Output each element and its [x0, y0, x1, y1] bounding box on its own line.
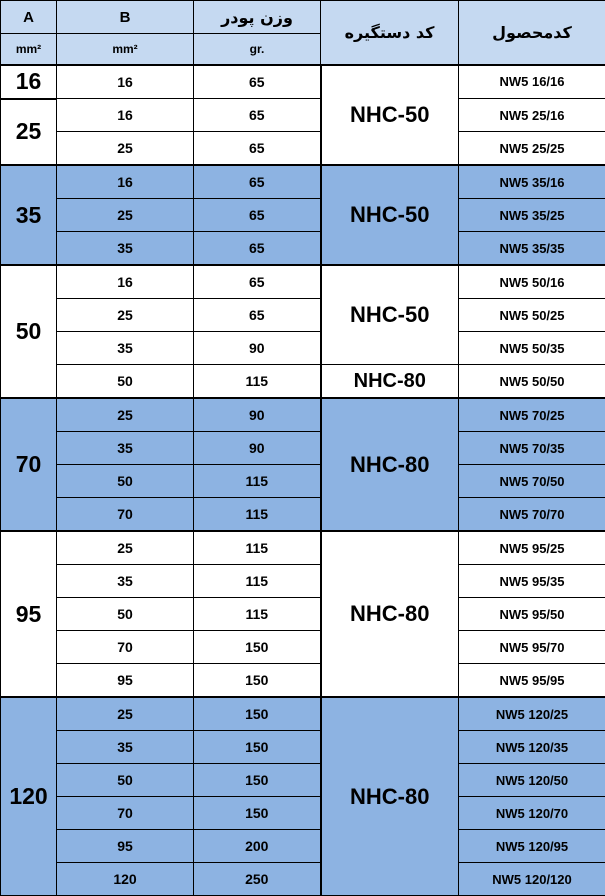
product-code-cell: NW5 95/25 — [459, 531, 605, 565]
weight-cell: 65 — [194, 265, 321, 299]
product-code-cell: NW5 50/50 — [459, 365, 605, 399]
b-cell: 25 — [57, 132, 194, 166]
weight-cell: 65 — [194, 199, 321, 232]
b-cell: 120 — [57, 863, 194, 896]
b-cell: 25 — [57, 199, 194, 232]
weight-cell: 90 — [194, 432, 321, 465]
b-cell: 35 — [57, 432, 194, 465]
header-product-code: کدمحصول — [459, 1, 605, 65]
header-powder-weight: وزن پودر — [194, 1, 321, 34]
b-cell: 16 — [57, 265, 194, 299]
weight-cell: 115 — [194, 465, 321, 498]
b-cell: 50 — [57, 598, 194, 631]
weight-cell: 65 — [194, 65, 321, 99]
handle-code-cell: NHC-80 — [321, 531, 459, 697]
product-code-cell: NW5 95/50 — [459, 598, 605, 631]
b-cell: 25 — [57, 398, 194, 432]
product-code-cell: NW5 120/120 — [459, 863, 605, 896]
weight-cell: 150 — [194, 797, 321, 830]
weight-cell: 150 — [194, 764, 321, 797]
a-value-cell: 50 — [1, 265, 57, 398]
weight-cell: 200 — [194, 830, 321, 863]
product-code-cell: NW5 120/25 — [459, 697, 605, 731]
product-code-cell: NW5 50/16 — [459, 265, 605, 299]
weight-cell: 65 — [194, 99, 321, 132]
weight-cell: 90 — [194, 398, 321, 432]
b-cell: 70 — [57, 797, 194, 830]
handle-code-cell: NHC-80 — [321, 697, 459, 896]
weight-cell: 150 — [194, 697, 321, 731]
product-code-cell: NW5 25/25 — [459, 132, 605, 166]
weight-cell: 150 — [194, 664, 321, 698]
product-code-cell: NW5 35/35 — [459, 232, 605, 266]
weight-cell: 115 — [194, 598, 321, 631]
a-value-cell: 70 — [1, 398, 57, 531]
weight-cell: 65 — [194, 165, 321, 199]
b-cell: 35 — [57, 731, 194, 764]
handle-code-cell: NHC-80 — [321, 365, 459, 399]
b-cell: 70 — [57, 631, 194, 664]
product-code-cell: NW5 50/35 — [459, 332, 605, 365]
product-code-cell: NW5 70/25 — [459, 398, 605, 432]
a-value-cell: 25 — [1, 99, 57, 166]
b-cell: 35 — [57, 232, 194, 266]
b-cell: 25 — [57, 299, 194, 332]
b-cell: 25 — [57, 697, 194, 731]
product-code-cell: NW5 120/70 — [459, 797, 605, 830]
product-code-cell: NW5 120/35 — [459, 731, 605, 764]
product-code-cell: NW5 95/70 — [459, 631, 605, 664]
weight-cell: 65 — [194, 232, 321, 266]
weight-cell: 150 — [194, 631, 321, 664]
b-cell: 16 — [57, 99, 194, 132]
weight-cell: 115 — [194, 531, 321, 565]
product-code-cell: NW5 16/16 — [459, 65, 605, 99]
product-code-cell: NW5 35/16 — [459, 165, 605, 199]
header-b: B — [57, 1, 194, 34]
handle-code-cell: NHC-50 — [321, 165, 459, 265]
a-value-cell: 16 — [1, 65, 57, 99]
product-code-cell: NW5 70/50 — [459, 465, 605, 498]
a-value-cell: 120 — [1, 697, 57, 896]
header-a-unit: mm² — [1, 34, 57, 65]
header-powder-unit: gr. — [194, 34, 321, 65]
weight-cell: 65 — [194, 299, 321, 332]
b-cell: 35 — [57, 332, 194, 365]
weight-cell: 115 — [194, 498, 321, 532]
product-code-cell: NW5 120/95 — [459, 830, 605, 863]
b-cell: 50 — [57, 465, 194, 498]
weight-cell: 115 — [194, 565, 321, 598]
product-code-cell: NW5 70/35 — [459, 432, 605, 465]
weight-cell: 90 — [194, 332, 321, 365]
a-value-cell: 95 — [1, 531, 57, 697]
b-cell: 95 — [57, 664, 194, 698]
header-handle-code: کد دستگیره — [321, 1, 459, 65]
weight-cell: 150 — [194, 731, 321, 764]
handle-code-cell: NHC-80 — [321, 398, 459, 531]
b-cell: 25 — [57, 531, 194, 565]
product-code-cell: NW5 25/16 — [459, 99, 605, 132]
product-code-cell: NW5 70/70 — [459, 498, 605, 532]
b-cell: 35 — [57, 565, 194, 598]
b-cell: 95 — [57, 830, 194, 863]
b-cell: 70 — [57, 498, 194, 532]
header-a: A — [1, 1, 57, 34]
b-cell: 50 — [57, 365, 194, 399]
weight-cell: 65 — [194, 132, 321, 166]
handle-code-cell: NHC-50 — [321, 65, 459, 166]
b-cell: 16 — [57, 165, 194, 199]
product-code-cell: NW5 95/95 — [459, 664, 605, 698]
product-code-cell: NW5 50/25 — [459, 299, 605, 332]
product-code-cell: NW5 35/25 — [459, 199, 605, 232]
weight-cell: 115 — [194, 365, 321, 399]
handle-code-cell: NHC-50 — [321, 265, 459, 365]
product-code-cell: NW5 95/35 — [459, 565, 605, 598]
b-cell: 50 — [57, 764, 194, 797]
weight-cell: 250 — [194, 863, 321, 896]
b-cell: 16 — [57, 65, 194, 99]
product-code-cell: NW5 120/50 — [459, 764, 605, 797]
header-b-unit: mm² — [57, 34, 194, 65]
a-value-cell: 35 — [1, 165, 57, 265]
